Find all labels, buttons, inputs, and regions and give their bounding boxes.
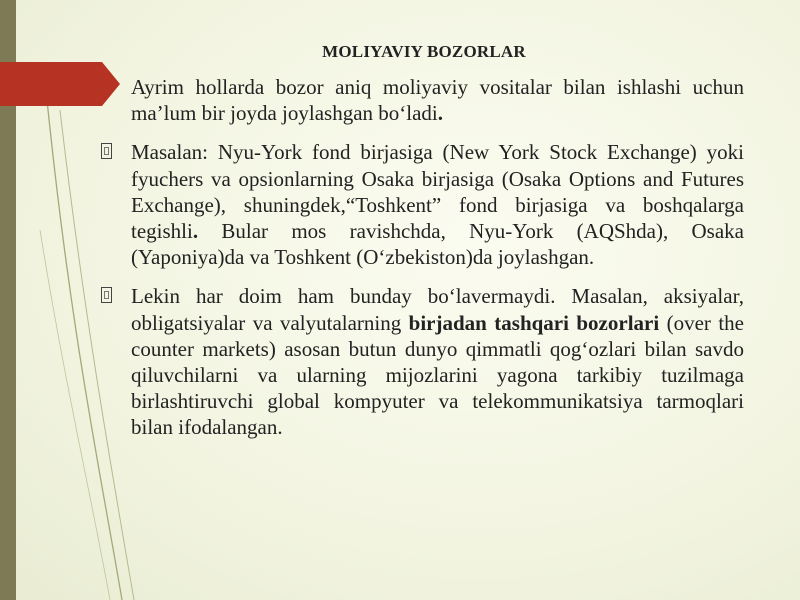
paragraph-2-text-b: Bular mos ravishchda, Nyu-York (AQShda), Osaka (Yaponiya)da va Toshkent (Oʻzbekiston)da joylashgan.	[131, 219, 744, 270]
deco-line-2	[60, 110, 134, 600]
paragraph-3-text-a: Lekin har doim ham bunday boʻlavermaydi. Masalan, aksiyalar, obligatsiyalar va valyutalarning	[131, 284, 744, 335]
paragraph-1-end: .	[437, 101, 444, 126]
bullet-icon	[101, 143, 112, 159]
paragraph-1	[131, 74, 744, 126]
slide-title: MOLIYAVIY BOZORLAR	[322, 42, 526, 61]
paragraph-2-dot: .	[192, 219, 199, 244]
paragraph-3-text-b: (over the counter markets) asosan butun dunyo qimmatli qogʻozlari bilan savdo qiluvchilarni va ularning mijozlarini yagona tarkibiy tuzilmaga birlashtiruvchi global kompyuter va telekommunikatsiya tarmoqlari bilan ifodalangan.	[131, 310, 744, 440]
paragraph-3-bold: birjadan tashqari bozorlari	[408, 310, 660, 335]
deco-line-1	[46, 90, 122, 600]
slide-body	[131, 74, 744, 441]
paragraph-2	[131, 139, 744, 270]
paragraph-2-text-a: Masalan: Nyu-York fond birjasiga (New York Stock Exchange) yoki fyuchers va opsionlarning Osaka birjasiga (Osaka Options and Futures Exchange), shuningdek,“Toshkent” fond birjasiga va boshqalarga tegishli	[131, 140, 744, 244]
red-accent-tab	[0, 62, 120, 106]
bullet-icon	[101, 287, 112, 303]
paragraph-1-text: Ayrim hollarda bozor aniq moliyaviy vositalar bilan ishlashi uchun maʼlum bir joyda joylashgan boʻladi	[131, 75, 744, 126]
deco-line-3	[40, 230, 110, 600]
paragraph-3	[131, 283, 744, 440]
